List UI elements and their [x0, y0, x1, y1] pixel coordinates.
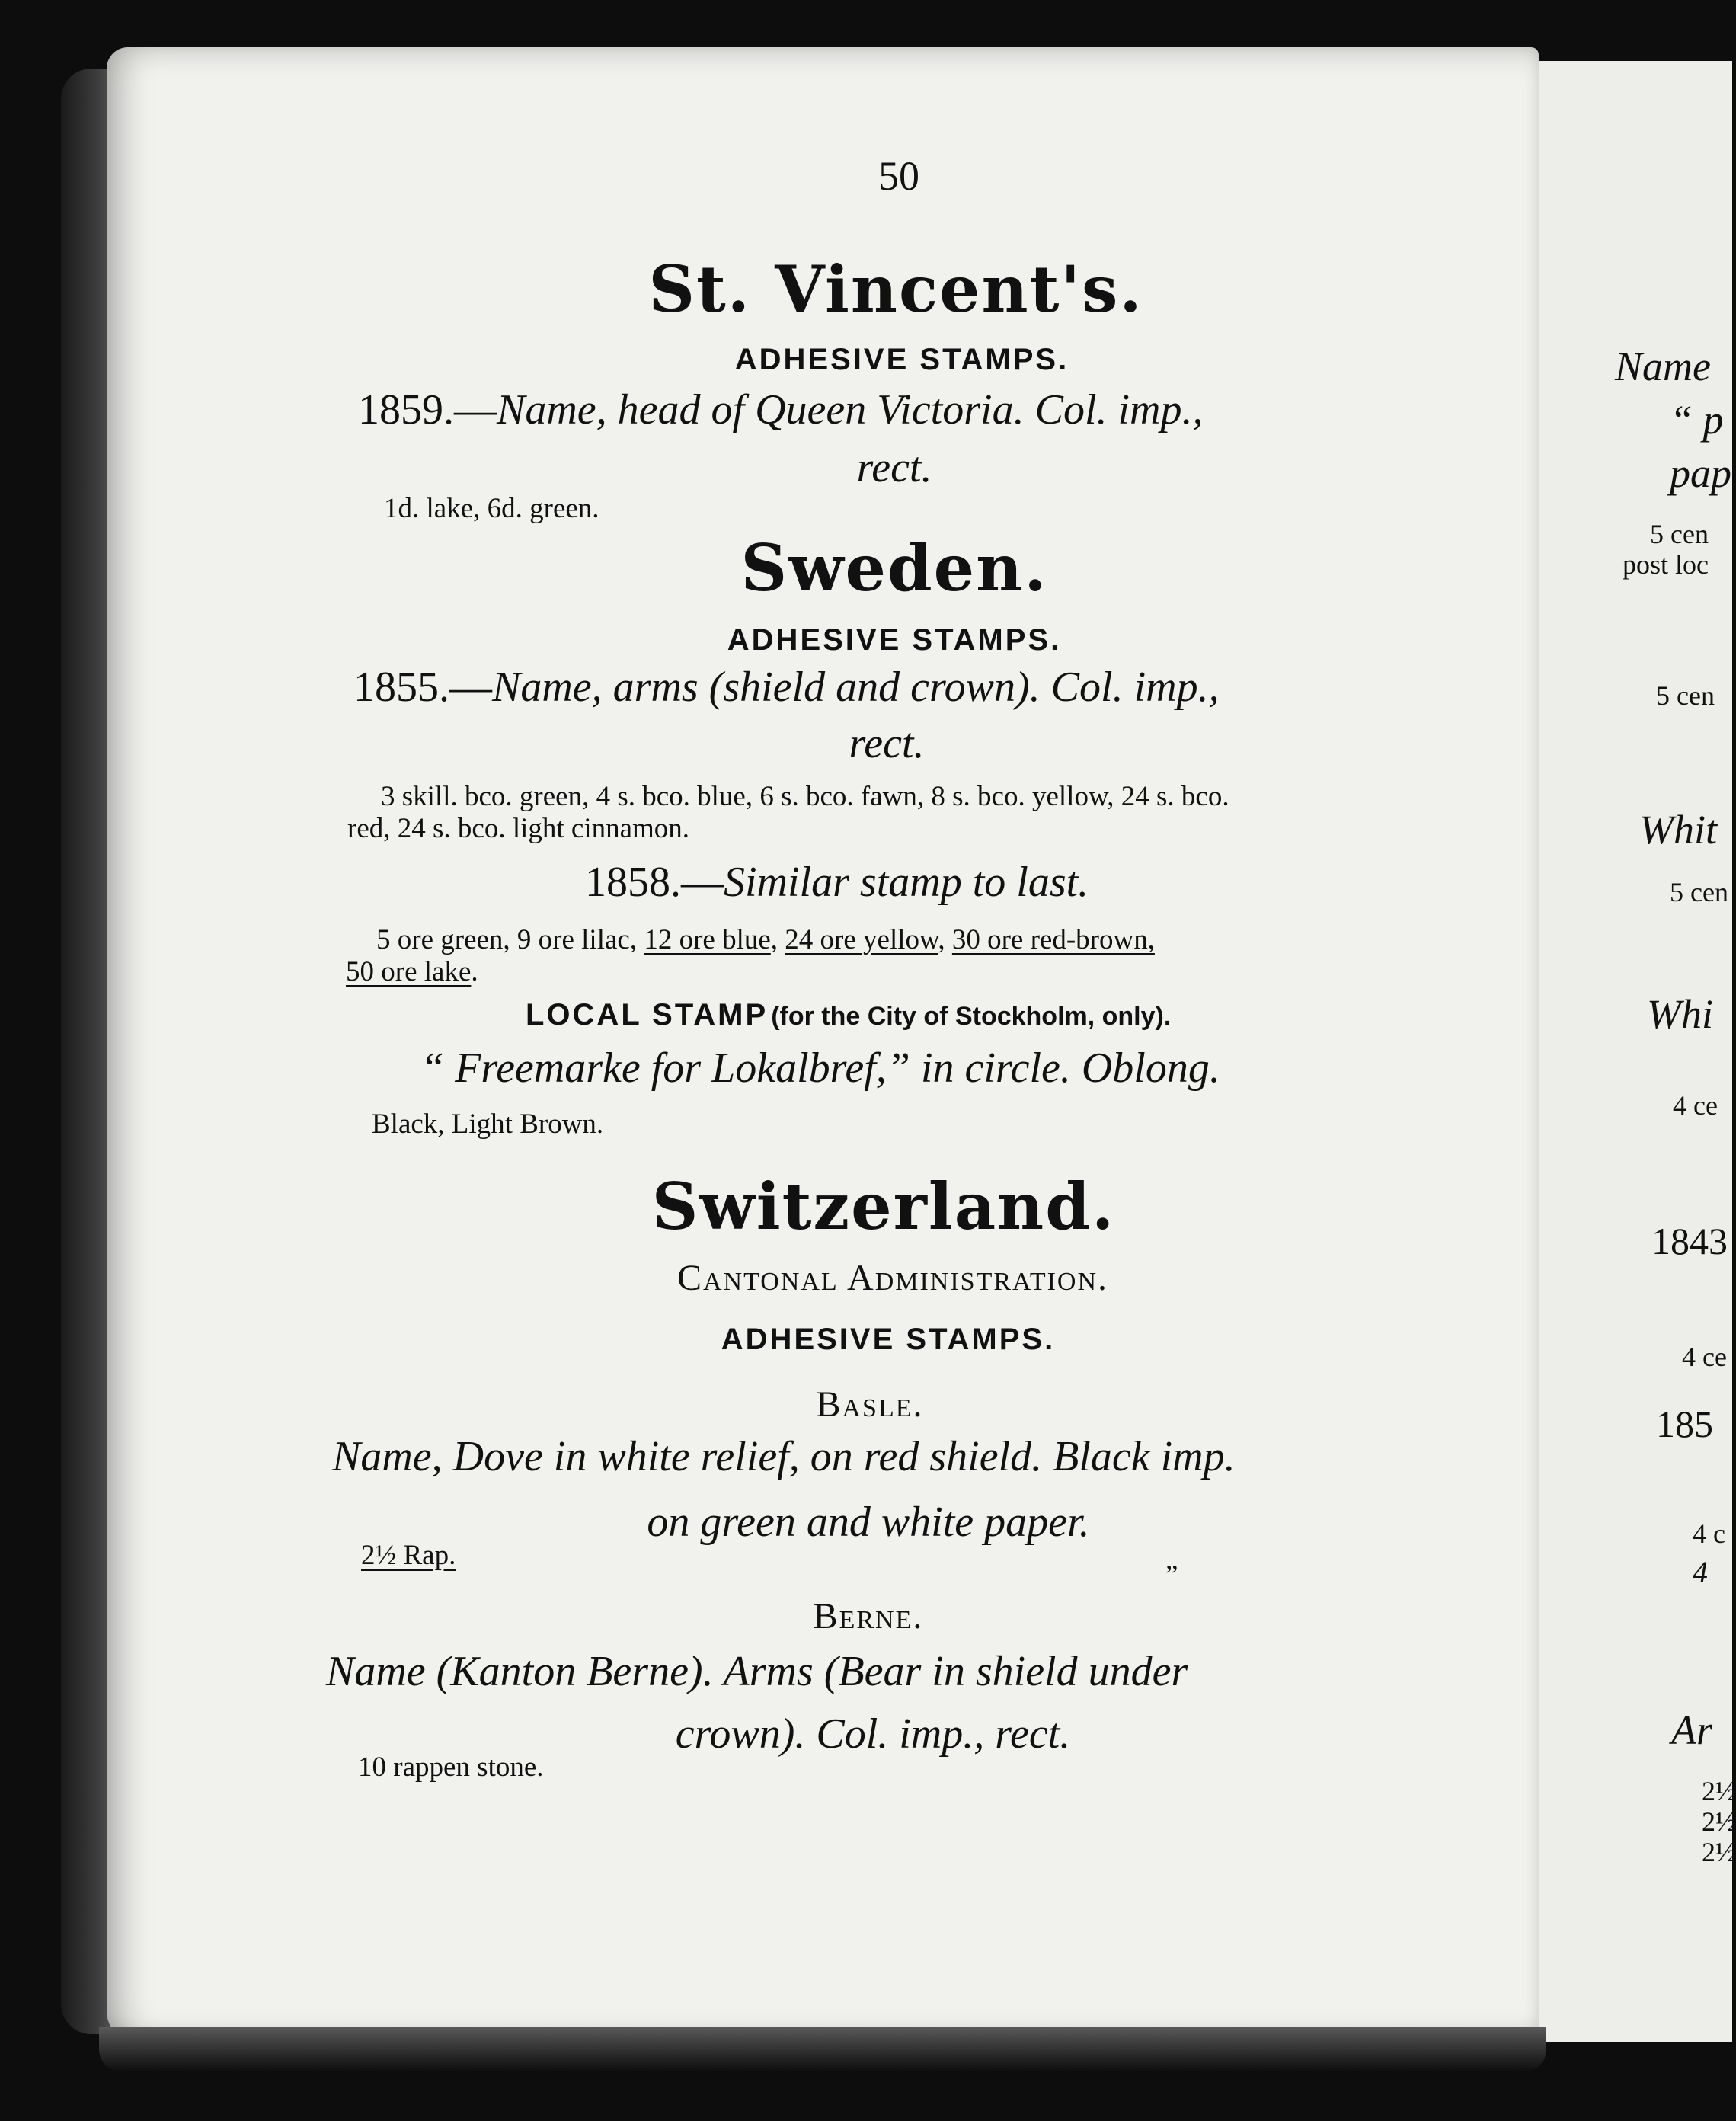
- section-title-sweden: Sweden.: [740, 530, 1048, 606]
- facing-fragment: Whit: [1639, 807, 1717, 853]
- sweden-value-underlined: 12 ore blue: [644, 924, 771, 955]
- facing-fragment: 4 c: [1693, 1518, 1725, 1549]
- sweden-subheading: ADHESIVE STAMPS.: [727, 623, 1062, 657]
- facing-fragment: 1843: [1651, 1220, 1728, 1262]
- page-number: 50: [878, 153, 919, 199]
- basle-ditto-mark: „: [1165, 1544, 1178, 1576]
- st-vincents-entry-line2: rect.: [856, 444, 932, 491]
- facing-fragment: 2½: [1702, 1776, 1736, 1806]
- berne-entry-line2: crown). Col. imp., rect.: [675, 1710, 1071, 1758]
- sweden-entry-1858: [585, 858, 1089, 907]
- facing-fragment: 2½: [1702, 1837, 1736, 1867]
- facing-page: [1531, 61, 1736, 2042]
- facing-fragment: 5 cen: [1650, 519, 1709, 549]
- section-title-st-vincents: St. Vincent's.: [648, 251, 1143, 327]
- berne-entry-line1: Name (Kanton Berne). Arms (Bear in shield under: [326, 1648, 1188, 1695]
- sweden-entry-1858-values-line1: [376, 923, 1155, 956]
- st-vincents-values: 1d. lake, 6d. green.: [384, 493, 599, 524]
- sweden-value-text: ,: [938, 924, 952, 955]
- sweden-value-text: ,: [770, 924, 785, 955]
- sweden-entry-1855-year: 1855.—: [353, 664, 492, 711]
- sweden-value-text: 5 ore green, 9 ore lilac,: [376, 924, 644, 955]
- sweden-entry-1855-values-line1: 3 skill. bco. green, 4 s. bco. blue, 6 s. bco. fawn, 8 s. bco. yellow, 24 s. bco.: [381, 781, 1229, 812]
- sweden-entry-1855-values-line2: red, 24 s. bco. light cinnamon.: [347, 813, 690, 844]
- facing-fragment: Ar: [1671, 1707, 1712, 1753]
- facing-fragment: Name: [1615, 344, 1711, 389]
- facing-fragment: 2½: [1702, 1806, 1736, 1837]
- basle-entry-line2: on green and white paper.: [647, 1499, 1090, 1546]
- sweden-value-underlined: 24 ore yellow: [785, 924, 938, 955]
- st-vincents-entry-text: Name, head of Queen Victoria. Col. imp.,: [497, 386, 1204, 433]
- st-vincents-entry-line1: [358, 385, 1204, 434]
- sweden-entry-1858-values-line2: [346, 955, 478, 988]
- page-bottom-edge: [99, 2027, 1546, 2072]
- facing-fragment: post loc: [1623, 549, 1709, 580]
- st-vincents-subheading: ADHESIVE STAMPS.: [734, 343, 1069, 376]
- sweden-entry-1858-year: 1858.—: [585, 859, 724, 906]
- berne-values: 10 rappen stone.: [358, 1752, 544, 1783]
- facing-fragment: “ p: [1670, 397, 1724, 443]
- facing-fragment: 4 ce: [1673, 1090, 1718, 1121]
- sweden-local-heading-line: [526, 998, 1171, 1032]
- basle-values: 2½ Rap.: [361, 1540, 456, 1571]
- switzerland-subheading: ADHESIVE STAMPS.: [721, 1323, 1056, 1356]
- facing-fragment: pap: [1670, 450, 1731, 496]
- facing-fragment: 4: [1693, 1555, 1708, 1589]
- sweden-value-text: .: [471, 956, 478, 987]
- section-title-switzerland: Switzerland.: [651, 1169, 1116, 1244]
- sweden-local-heading: LOCAL STAMP: [526, 998, 769, 1032]
- basle-heading: Basle.: [816, 1384, 924, 1425]
- sweden-entry-1855-text: Name, arms (shield and crown). Col. imp.,: [492, 664, 1220, 711]
- sweden-entry-1855-line2: rect.: [849, 720, 925, 767]
- sweden-value-underlined: 30 ore red-brown,: [951, 924, 1155, 955]
- sweden-local-note: (for the City of Stockholm, only).: [771, 1002, 1172, 1031]
- sweden-entry-1858-text: Similar stamp to last.: [724, 859, 1089, 906]
- berne-heading: Berne.: [813, 1596, 924, 1636]
- sweden-local-values: Black, Light Brown.: [372, 1108, 604, 1140]
- st-vincents-entry-year: 1859.—: [358, 386, 497, 433]
- sweden-value-underlined: 50 ore lake: [346, 956, 472, 987]
- facing-fragment: 5 cen: [1670, 877, 1728, 907]
- facing-fragment: 4 ce: [1682, 1342, 1727, 1372]
- facing-fragment: Whi: [1647, 991, 1713, 1037]
- facing-fragment: 5 cen: [1656, 680, 1715, 711]
- switzerland-admin-heading: Cantonal Administration.: [676, 1258, 1109, 1298]
- basle-entry-line1: Name, Dove in white relief, on red shield. Black imp.: [332, 1433, 1236, 1480]
- facing-fragment: 185: [1656, 1403, 1713, 1445]
- sweden-local-entry: “ Freemarke for Lokalbref,” in circle. Oblong.: [420, 1045, 1220, 1092]
- sweden-entry-1855-line1: [353, 663, 1220, 712]
